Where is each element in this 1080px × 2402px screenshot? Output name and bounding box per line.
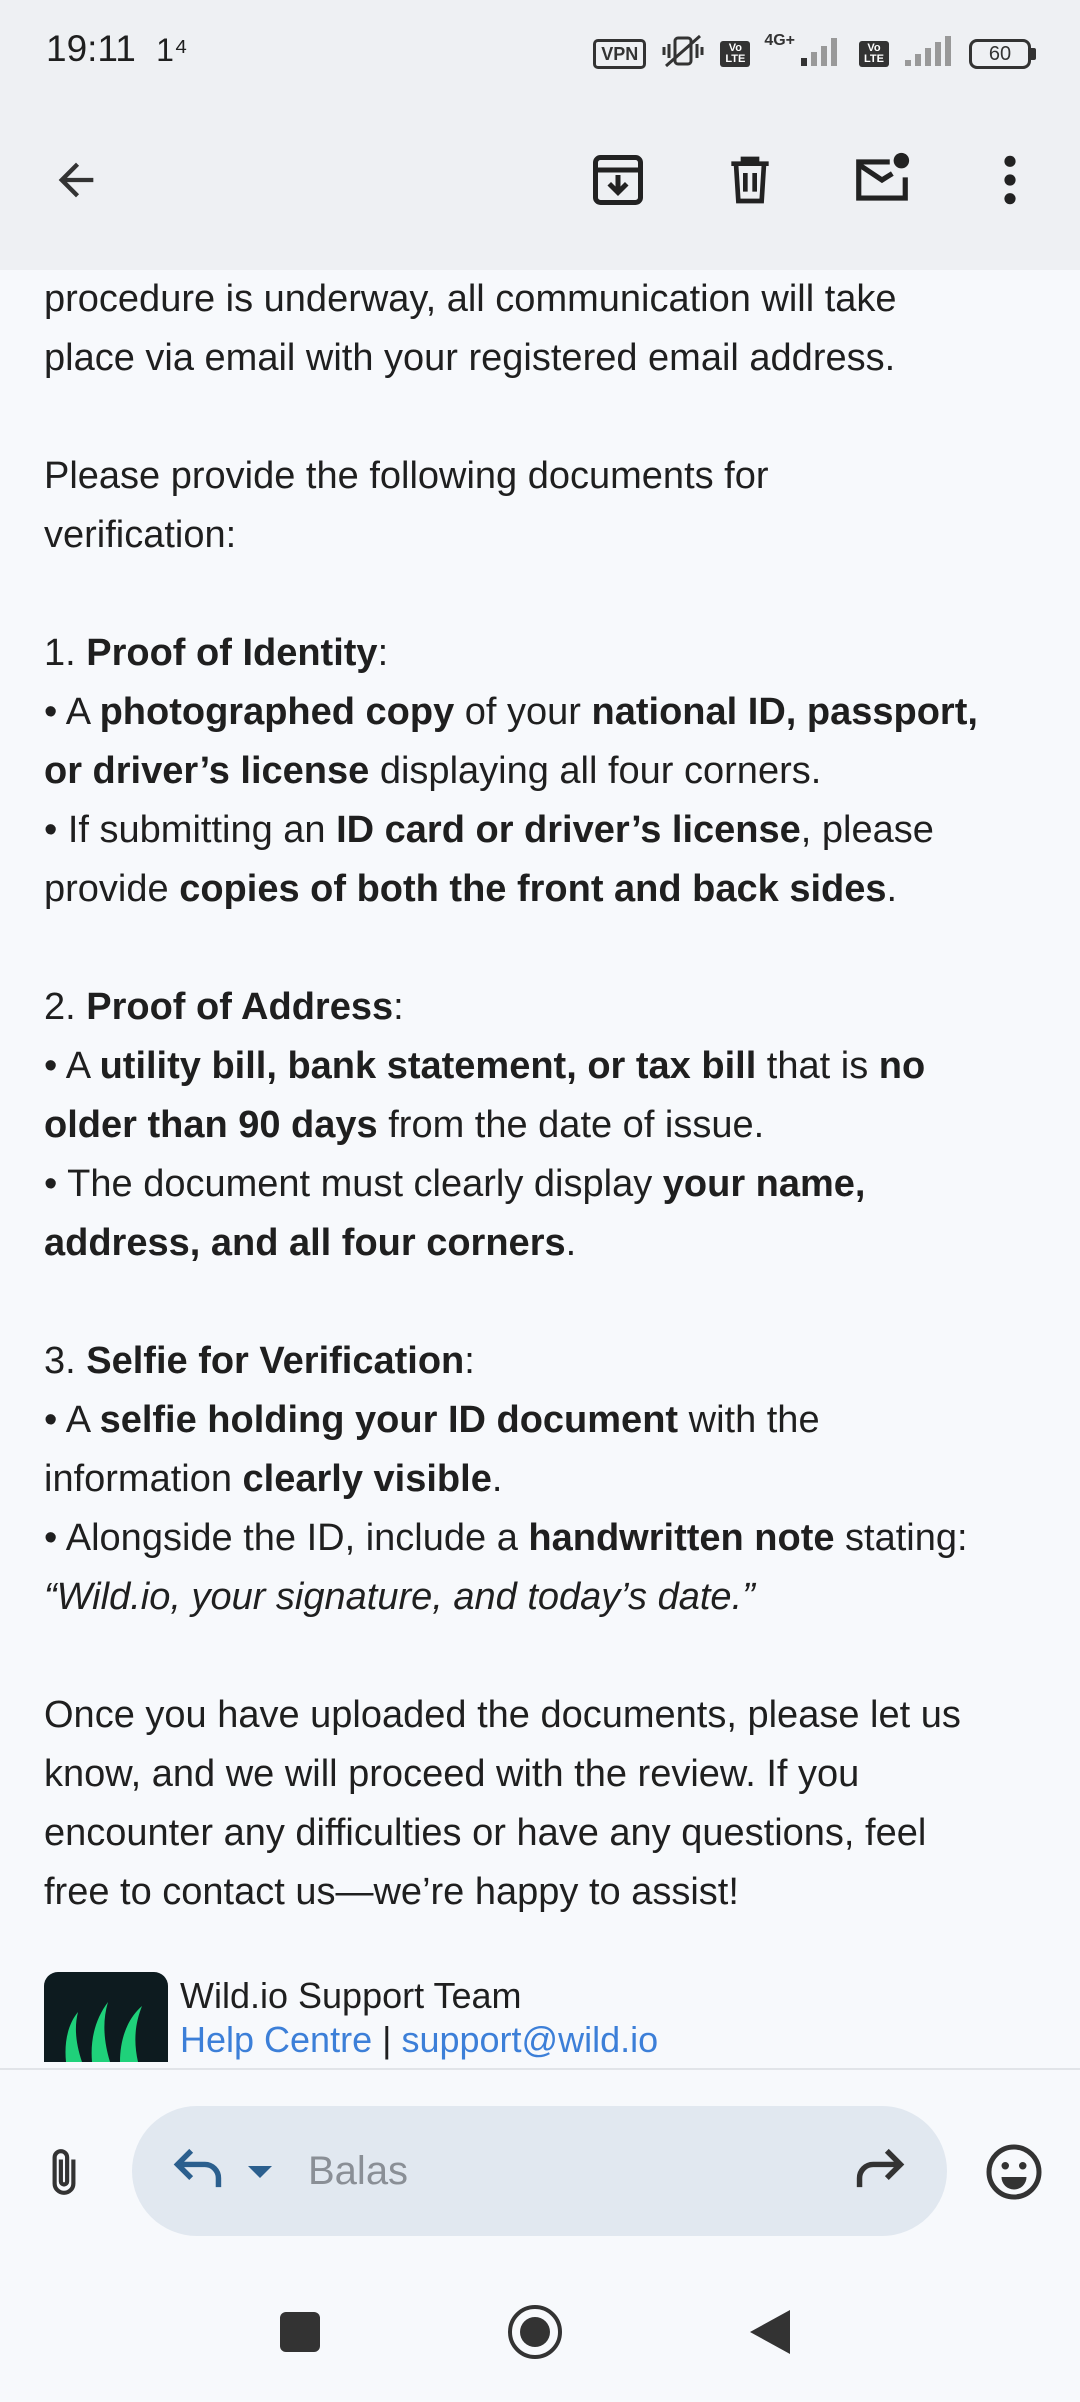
reply-icon[interactable] [170, 2144, 226, 2199]
back-button[interactable] [36, 140, 116, 220]
bullet-line: • If submitting an ID card or driver’s license, please [44, 809, 934, 851]
body-line: procedure is underway, all communication will take [44, 278, 897, 320]
reply-input[interactable] [132, 2106, 947, 2236]
body-line: Please provide the following documents for [44, 455, 769, 497]
bullet-line: information clearly visible. [44, 1458, 503, 1500]
signature-links [180, 2018, 658, 2062]
archive-icon [588, 150, 648, 210]
body-line: free to contact us—we’re happy to assist! [44, 1871, 739, 1913]
battery-level: 60 [969, 39, 1031, 69]
mark-unread-icon [851, 149, 913, 211]
body-line: verification: [44, 514, 237, 556]
signal-icon [799, 34, 845, 73]
support-email-link[interactable]: support@wild.io [401, 2019, 659, 2060]
email-body [44, 270, 1044, 1922]
square-icon [280, 2312, 320, 2352]
delete-icon [722, 150, 778, 210]
wild-logo [44, 1972, 168, 2062]
vpn-icon: VPN [593, 39, 646, 69]
app-bar [0, 100, 1080, 270]
signal-icon-2 [903, 34, 955, 73]
attachment-icon [39, 2141, 89, 2203]
bullet-line: provide copies of both the front and back sides. [44, 868, 898, 910]
home-button[interactable] [506, 2303, 564, 2361]
emoji-icon [984, 2142, 1044, 2202]
notification-indicator: 1⁴ [156, 32, 188, 68]
back-arrow-icon [50, 154, 102, 206]
recents-button[interactable] [280, 2312, 320, 2352]
bullet-line: • Alongside the ID, include a handwritten note stating: [44, 1517, 968, 1559]
bullet-line: • A utility bill, bank statement, or tax bill that is no [44, 1045, 926, 1087]
quote-line: “Wild.io, your signature, and today’s date.” [44, 1576, 755, 1618]
attach-button[interactable] [24, 2132, 104, 2212]
volte-icon-2: Vo LTE [859, 41, 889, 67]
more-options-button[interactable] [970, 140, 1050, 220]
emoji-button[interactable] [974, 2132, 1054, 2212]
body-line: Once you have uploaded the documents, please let us [44, 1694, 961, 1736]
status-bar [0, 0, 1080, 100]
bullet-line: address, and all four corners. [44, 1222, 577, 1264]
more-vert-icon [1000, 152, 1020, 208]
signature-text [180, 1974, 658, 2062]
volte-icon: Vo LTE [720, 41, 750, 67]
support-team-name: Wild.io Support Team [180, 1975, 522, 2016]
delete-button[interactable] [710, 140, 790, 220]
reply-placeholder: Balas [308, 2149, 409, 2193]
email-signature [44, 1972, 658, 2062]
battery-tip [1031, 48, 1036, 60]
bullet-line: older than 90 days from the date of issue. [44, 1104, 765, 1146]
help-centre-link[interactable]: Help Centre [180, 2019, 373, 2060]
status-icons [593, 32, 1036, 75]
bullet-line: or driver’s license displaying all four corners. [44, 750, 822, 792]
bullet-line: • The document must clearly display your name, [44, 1163, 866, 1205]
back-nav-button[interactable] [748, 2308, 792, 2356]
body-line: know, and we will proceed with the review. If you [44, 1753, 860, 1795]
body-line: encounter any difficulties or have any questions, feel [44, 1812, 927, 1854]
status-time [46, 28, 188, 70]
battery-icon [969, 39, 1036, 69]
body-line: place via email with your registered email address. [44, 337, 896, 379]
mark-unread-button[interactable] [842, 140, 922, 220]
section-heading-selfie: 3. Selfie for Verification: [44, 1340, 475, 1382]
clock: 19:11 [46, 28, 136, 69]
vibrate-mute-icon [660, 32, 706, 75]
triangle-back-icon [748, 2308, 792, 2356]
home-circle-icon [506, 2303, 564, 2361]
network-type: 4G+ [764, 32, 795, 49]
archive-button[interactable] [578, 140, 658, 220]
bullet-line: • A selfie holding your ID document with the [44, 1399, 820, 1441]
section-heading-address: 2. Proof of Address: [44, 986, 404, 1028]
section-heading-identity: 1. Proof of Identity: [44, 632, 389, 674]
forward-icon[interactable] [852, 2144, 908, 2199]
bullet-line: • A photographed copy of your national ID, passport, [44, 691, 978, 733]
link-separator: | [372, 2019, 402, 2060]
reply-type-dropdown-icon[interactable] [246, 2164, 274, 2185]
